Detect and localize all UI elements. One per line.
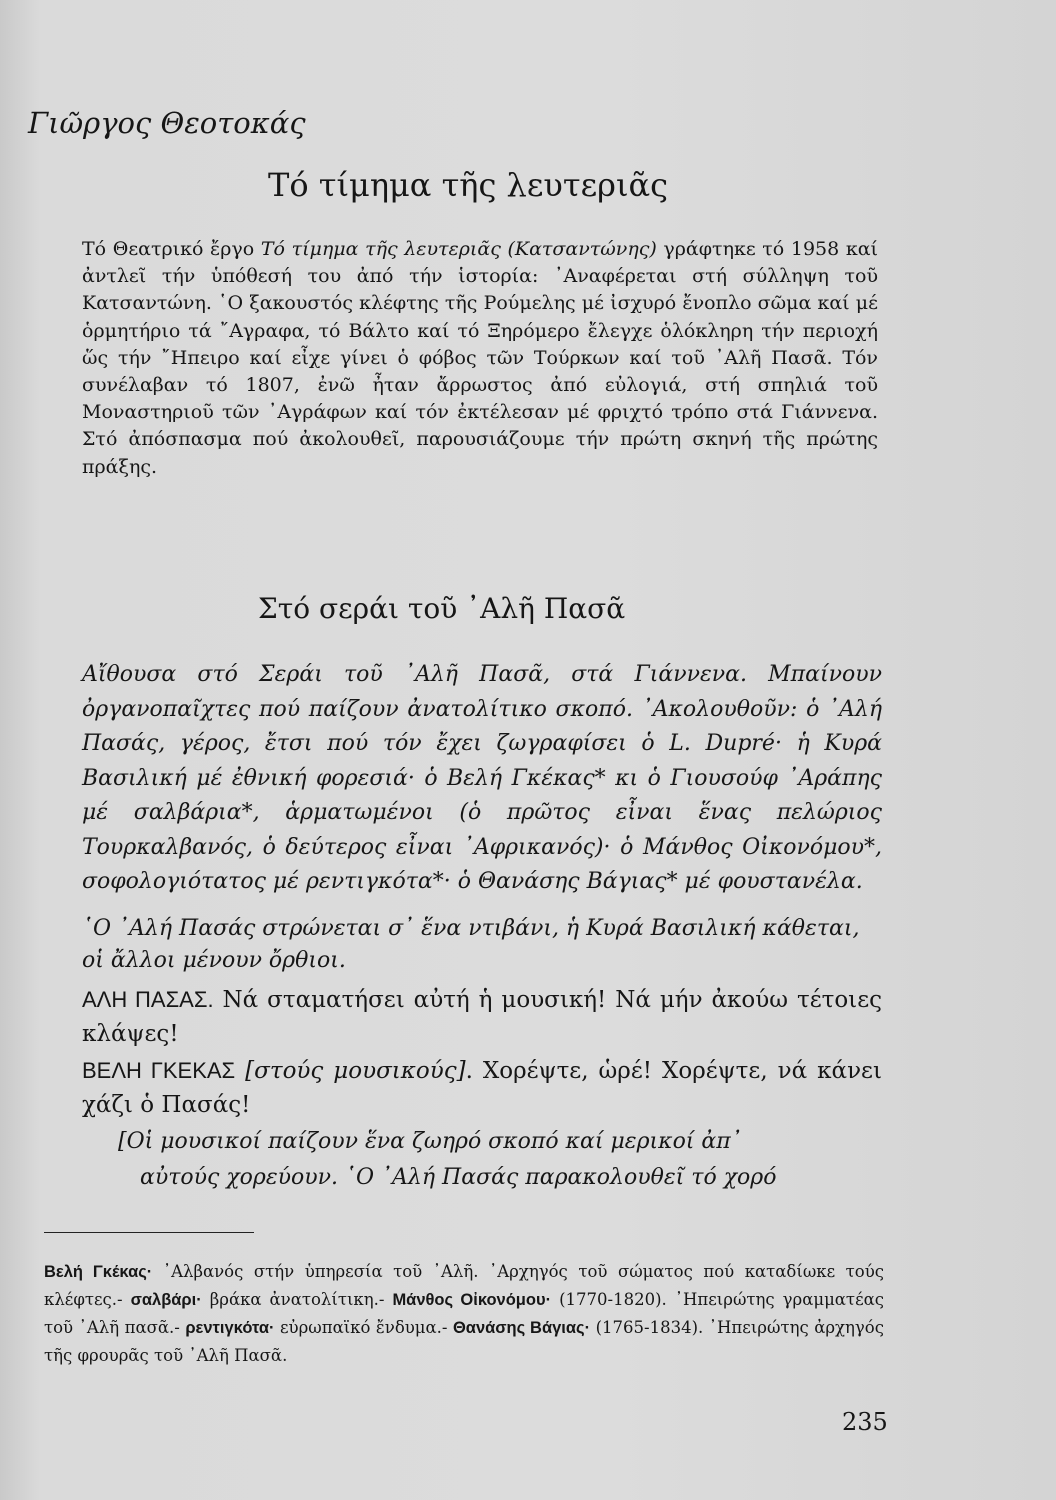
footnote-term: Βελή Γκέκας· (44, 1263, 153, 1281)
footnote-term: Θανάσης Βάγιας· (452, 1319, 591, 1337)
stage-directions-2: ῾Ο ᾿Αλή Πασάς στρώνεται σ᾿ ἕνα ντιβάνι, ἡ Κυρά Βασιλική κάθεται, οἱ ἄλλοι μένουν ὄρθιοι. (82, 916, 860, 973)
author-name: Γιῶργος Θεοτοκάς (28, 106, 306, 140)
stage-directions-3-line-1: [Οἱ μουσικοί παίζουν ἕνα ζωηρό σκοπό καί μερικοί ἀπ᾿ (118, 1129, 742, 1154)
intro-text-2: γράφτηκε τό 1958 καί ἀντλεῖ τήν ὑπόθεσή του ἀπό τήν ἱστορία: ᾿Αναφέρεται στή σύλληψη τοῦ Κατσαντώνη. ῾Ο ξακουστός κλέφτης τῆς Ρούμελης μέ ἰσχυρό ἔνοπλο σῶμα καί μέ ὁρμητήριο τά ῎Αγραφα, τό Βάλτο καί τό Ξηρόμερο ἔλεγχε ὁλόκληρη τήν περιοχή ὥς τήν ῎Ηπειρο καί εἶχε γίνει ὁ φόβος τῶν Τούρκων καί τοῦ ᾿Αλῆ Πασᾶ. Τόν συνέλαβαν τό 1807, ἐνῶ ἦταν ἄρρωστος ἀπό εὐλογιά, στή σπηλιά τοῦ Μοναστηριοῦ τῶν ᾿Αγράφων καί τόν ἐκτέλεσαν μέ φριχτό τρόπο στά Γιάννενα. Στό ἀπόσπασμα πού ἀκολουθεῖ, παρουσιάζουμε τήν πρώτη σκηνή τῆς πρώτης πράξης. (82, 238, 879, 478)
footnote-def: εὐρωπαϊκό ἔνδυμα.- (274, 1318, 453, 1337)
dialog-line-veli-gkekas (82, 1054, 882, 1122)
footnote-def: βράκα ἀνατολίτικη.- (201, 1290, 393, 1309)
footnote-term: Μάνθος Οἰκονόμου· (392, 1291, 552, 1309)
footnote-term: σαλβάρι· (130, 1291, 202, 1309)
dialog-line-ali-pasha (82, 983, 882, 1051)
speaker-name: ΑΛΗ ΠΑΣΑΣ. (82, 987, 214, 1012)
stage-directions-3 (118, 1124, 878, 1196)
footnote (44, 1258, 884, 1369)
intro-title-italic: Τό τίμημα τῆς λευτεριᾶς (Κατσαντώνης) (260, 238, 657, 260)
footnote-def: ᾿Αλβανός στήν ὑπηρεσία τοῦ ᾿Αλῆ. ᾿Αρχηγός τοῦ σώματος πού καταδίωκε τούς κλέφτες.- (44, 1262, 884, 1309)
scene-title: Στό σεράι τοῦ ᾿Αλῆ Πασᾶ (258, 592, 626, 625)
speaker-name: ΒΕΛΗ ΓΚΕΚΑΣ (82, 1058, 236, 1083)
dialog-direction: [στούς μουσικούς] (245, 1058, 466, 1084)
page-number: 235 (842, 1408, 888, 1436)
footnote-def: (1770-1820). ᾿Ηπειρώτης γραμματέας τοῦ ᾿Αλῆ πασᾶ.- (44, 1290, 884, 1337)
footnote-term: ρεντιγκότα· (185, 1319, 275, 1337)
dialog-text: Νά σταματήσει αὐτή ἡ μουσική! Νά μήν ἀκούω τέτοιες κλάψες! (82, 987, 883, 1047)
footnote-divider (44, 1232, 254, 1233)
intro-text-1: Τό Θεατρικό ἔργο (82, 238, 261, 260)
stage-directions-3-line-2: αὐτούς χορεύουν. ῾Ο ᾿Αλή Πασάς παρακολουθεῖ τό χορό (140, 1165, 777, 1190)
dialog-text: . Χορέψτε, ὡρέ! Χορέψτε, νά κάνει χάζι ὁ Πασάς! (82, 1058, 882, 1118)
intro-paragraph (82, 236, 878, 481)
stage-directions: Αἴθουσα στό Σεράι τοῦ ᾿Αλῆ Πασᾶ, στά Γιάννενα. Μπαίνουν ὀργανοπαῖχτες πού παίζουν ἀνατολίτικο σκοπό. ᾿Ακολουθοῦν: ὁ ᾿Αλή Πασάς, γέρος, ἔτσι πού τόν ἔχει ζωγραφίσει ὁ L. Dupré· ἡ Κυρά Βασιλική μέ ἐθνική φορεσιά· ὁ Βελή Γκέκας* κι ὁ Γιουσούφ ᾿Αράπης μέ σαλβάρια*, ἁρματωμένοι (ὁ πρῶτος εἶναι ἕνας πελώριος Τουρκαλβανός, ὁ δεύτερος εἶναι ᾿Αφρικανός)· ὁ Μάνθος Οἰκονόμου*, σοφολογιότατος μέ ρεντιγκότα*· ὁ Θανάσης Βάγιας* μέ φουστανέλα. (82, 662, 882, 894)
footnote-def: (1765-1834). ᾿Ηπειρώτης ἀρχηγός τῆς φρουρᾶς τοῦ ᾿Αλῆ Πασᾶ. (44, 1318, 884, 1365)
play-title: Τό τίμημα τῆς λευτεριᾶς (268, 166, 669, 204)
